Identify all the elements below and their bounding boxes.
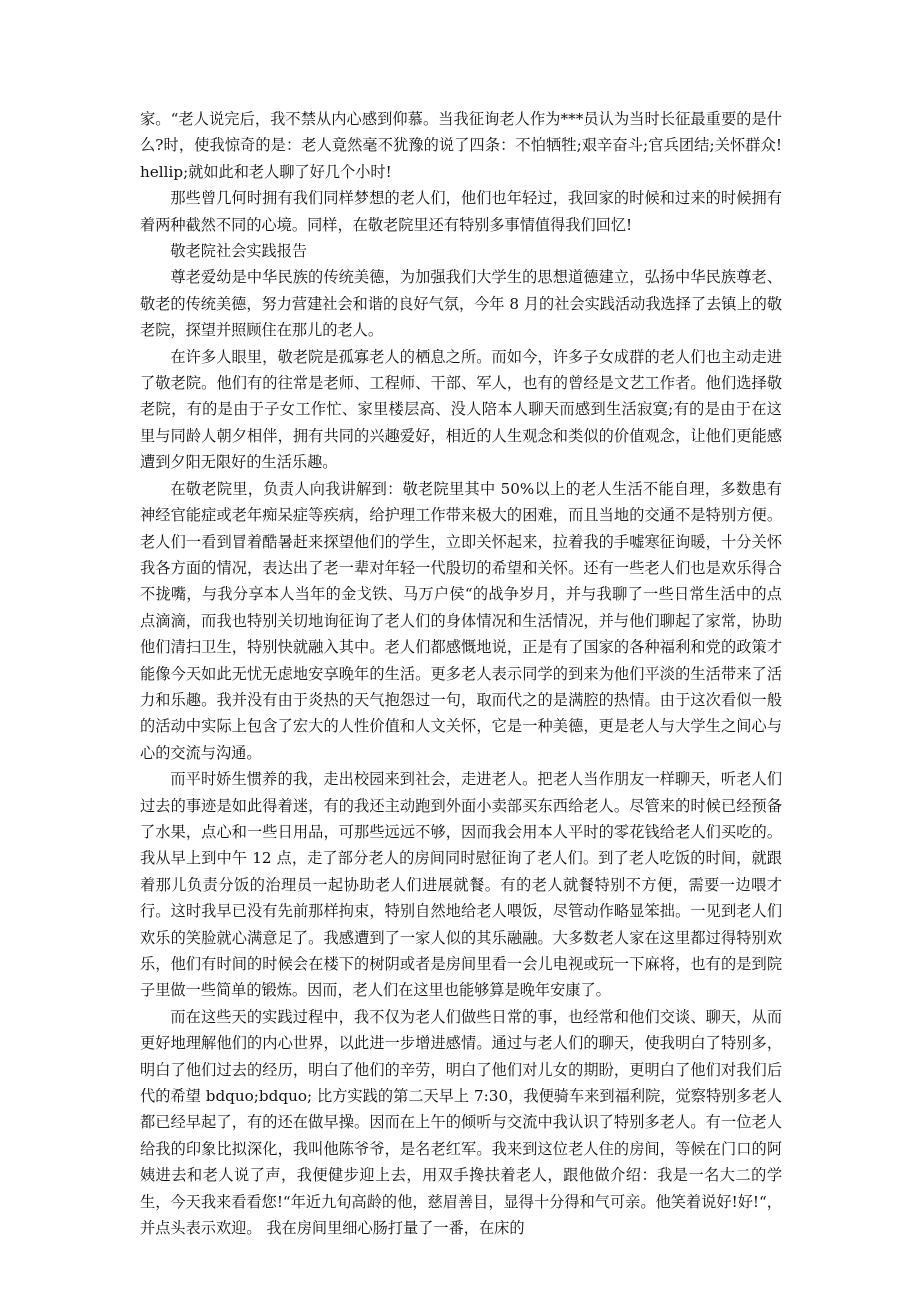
paragraph-practice: 而在这些天的实践过程中，我不仅为老人们做些日常的事，也经常和他们交谈、聊天，从而更好地理解他们的内心世界，以此进一步增进感情。通过与老人们的聊天，使我明白了特别多，明白了他们过去的经历，明白了他们的辛劳，明白了他们对儿女的期盼，更明白了他们对我们后代的希望 bdquo;bdquo; 比方实践的第二天早上 7:30，我便骑车来到福利院，觉察特别多老人都已经早起了，有的还在做早操。因而在上午的倾听与交流中我认识了特别多老人。有一位老人给我的印象比拟深化，我叫他陈爷爷，是名老红军。我来到这位老人住的房间，等候在门口的阿姨进去和老人说了声，我便健步迎上去，用双手搀扶着老人，跟他做介绍：我是一名大二的学生，今天我来看看您!“年近九旬高龄的他，慈眉善目，显得十分得和气可亲。他笑着说好!好!“，并点头表示欢迎。 我在房间里细心肠打量了一番，在床的 — [140, 1007, 782, 1238]
paragraph-intro: 尊老爱幼是中华民族的传统美德，为加强我们大学生的思想道德建立，弘扬中华民族尊老、敬老的传统美德，努力营建社会和谐的良好气氛，今年 8 月的社会实践活动我选择了去镇上的敬老院，探望并照顾住在那儿的老人。 — [140, 268, 783, 340]
paragraph-nursing-home: 在许多人眼里，敬老院是孤寡老人的栖息之所。而如今，许多子女成群的老人们也主动走进了敬老院。他们有的往常是老师、工程师、干部、军人，也有的曾经是文艺工作者。他们选择敬老院，有的是由于子女工作忙、家里楼层高、没人陪本人聊天而感到生活寂寞;有的是由于在这里与同龄人朝夕相伴，拥有共同的兴趣爱好，相近的人生观念和类似的价值观念，让他们更能感遭到夕阳无限好的生活乐趣。 — [140, 347, 782, 472]
paragraph-daily-care: 而平时娇生惯养的我，走出校园来到社会，走进老人。把老人当作朋友一样聊天，听老人们过去的事迹是如此得着迷，有的我还主动跑到外面小卖部买东西给老人。尽管来的时候已经预备了水果，点心和一些日用品，可那些远远不够，因而我会用本人平时的零花钱给老人们买吃的。我从早上到中午 12 点，走了部分老人的房间同时慰征询了老人们。到了老人吃饭的时间，就跟着那儿负责分饭的治理员一起协助老人们进展就餐。有的老人就餐特别不方便，需要一边喂才行。这时我早已没有先前那样拘束，特别自然地给老人喂饭，尽管动作略显笨拙。一见到老人们欢乐的笑脸就心满意足了。我感遭到了一家人似的其乐融融。大多数老人家在这里都过得特别欢乐，他们有时间的时候会在楼下的树阴或者是房间里看一会儿电视或玩一下麻将，也有的是到院子里做一些简单的锻炼。因而，老人们在这里也能够算是晚年安康了。 — [140, 770, 782, 1000]
section-title: 敬老院社会实践报告 — [170, 242, 308, 261]
paragraph-continued: 家。“老人说完后，我不禁从内心感到仰慕。当我征询老人作为***员认为当时长征最重要的是什么?时，使我惊奇的是：老人竟然毫不犹豫的说了四条：不怕牺牲;艰辛奋斗;官兵团结;关怀群众!hellip;就如此和老人聊了好几个小时! — [140, 110, 782, 181]
paragraph-memories: 那些曾几何时拥有我们同样梦想的老人们，他们也年轻过，我回家的时候和过来的时候拥有着两种截然不同的心境。同样，在敬老院里还有特别多事情值得我们回忆! — [140, 189, 782, 234]
paragraph-explanation: 在敬老院里，负责人向我讲解到：敬老院里其中 50%以上的老人生活不能自理，多数患有神经官能症或老年痴呆症等疾病，给护理工作带来极大的困难，而且当地的交通不是特别方便。 老人们一看到冒着酷暑赶来探望他们的学生，立即关怀起来，拉着我的手嘘寒征询暖，十分关怀我各方面的情况，表达出了老一辈对年轻一代殷切的希望和关怀。还有一些老人们也是欢乐得合不拢嘴，与我分享本人当年的金戈铁、马万户侯“的战争岁月，并与我聊了一些日常生活中的点点滴滴，而我也特别关切地询征询了老人们的身体情况和生活情况，并与他们聊起了家常，协助他们清扫卫生，特别快就融入其中。老人们都感慨地说，正是有了国家的各种福利和党的政策才能像今天如此无忧无虑地安享晚年的生活。更多老人表示同学的到来为他们平淡的生活带来了活力和乐趣。我并没有由于炎热的天气抱怨过一句，取而代之的是满腔的热情。由于这次看似一般的活动中实际上包含了宏大的人性价值和人文关怀，它是一种美德，更是老人与大学生之间心与心的交流与沟通。 — [140, 479, 782, 762]
document-page — [140, 106, 782, 1241]
